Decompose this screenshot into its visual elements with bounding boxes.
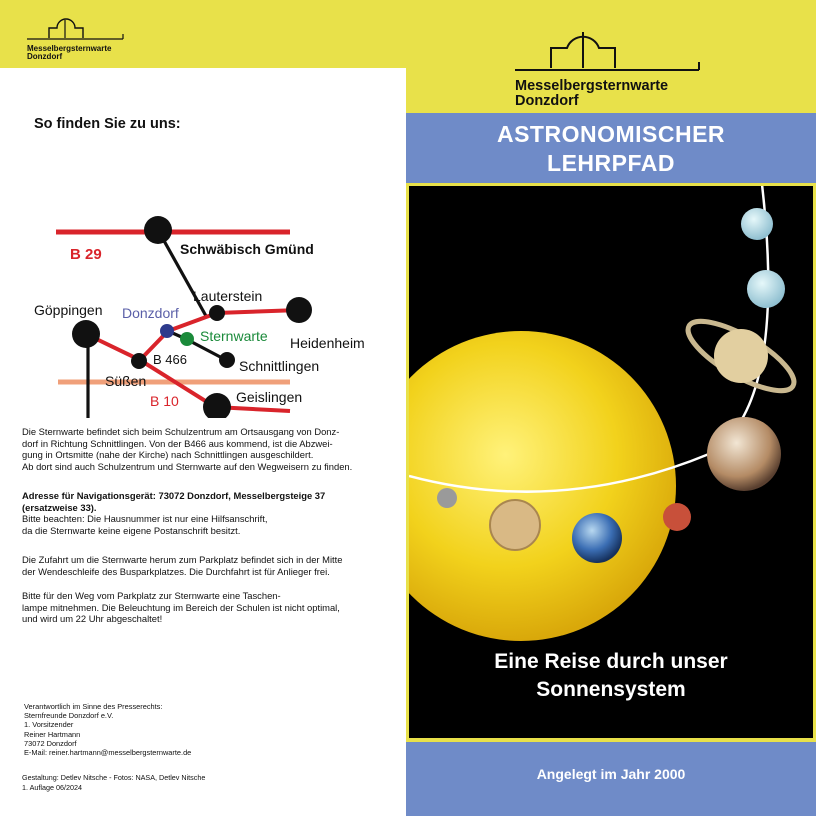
mercury xyxy=(437,488,457,508)
label-goeppingen: Göppingen xyxy=(34,302,103,318)
directions-panel xyxy=(0,68,406,816)
observatory-logo-icon xyxy=(515,28,705,74)
logo-name-line1: Messelbergsternwarte xyxy=(27,44,112,53)
logo-large xyxy=(515,28,705,109)
venus xyxy=(490,500,540,550)
node-geislingen xyxy=(203,393,231,418)
label-schwaebisch-gmuend: Schwäbisch Gmünd xyxy=(180,241,314,257)
imprint-line: Verantwortlich im Sinne des Presserechts: xyxy=(24,702,163,711)
imprint-line: Reiner Hartmann xyxy=(24,729,81,739)
title-line1: ASTRONOMISCHER xyxy=(496,121,726,147)
label-suessen: Süßen xyxy=(105,373,147,389)
jupiter xyxy=(707,417,781,491)
directions-paragraph-3 xyxy=(22,554,394,577)
label-b29: B 29 xyxy=(70,246,102,263)
node-suessen xyxy=(131,353,147,369)
observatory-logo-icon xyxy=(27,14,127,40)
text-line: Ab dort sind auch Schulzentrum und Sternwarte auf den Wegweisern zu finden. xyxy=(22,460,353,472)
label-schnittlingen: Schnittlingen xyxy=(239,358,320,374)
directions-paragraph-4 xyxy=(22,590,394,625)
imprint-email: E-Mail: reiner.hartmann@messelbergsternwarte.de xyxy=(24,748,192,758)
directions-paragraph-1 xyxy=(22,426,394,472)
text-line: der Wendeschleife des Busparkplatzes. Die Durchfahrt ist für Anlieger frei. xyxy=(22,565,330,577)
mars xyxy=(663,503,691,531)
label-b10: B 10 xyxy=(150,393,179,409)
node-schnittlingen xyxy=(219,352,235,368)
imprint-line: 73072 Donzdorf xyxy=(24,738,77,748)
label-heidenheim: Heidenheim xyxy=(290,335,365,351)
footer-band xyxy=(406,742,816,816)
node-sternwarte xyxy=(180,332,194,346)
node-heidenheim xyxy=(286,297,312,323)
text-line: lampe mitnehmen. Die Beleuchtung im Bereich der Schulen ist nicht optimal, xyxy=(22,601,340,613)
text-line: und wird um 22 Uhr abgeschaltet! xyxy=(22,613,163,625)
cover-panel xyxy=(406,0,816,816)
node-goeppingen xyxy=(72,320,100,348)
route-map xyxy=(0,138,406,418)
logo-small xyxy=(27,14,127,62)
saturn xyxy=(714,329,768,383)
address-line: (ersatzweise 33). xyxy=(22,501,97,513)
node-schwaebisch-gmuend xyxy=(144,216,172,244)
label-geislingen: Geislingen xyxy=(236,389,303,405)
credits xyxy=(22,773,205,792)
imprint-line: 1. Vorsitzender xyxy=(24,720,74,730)
text-line: gung in Ortsmitte (nahe der Kirche) nach Schnittlingen ausgeschildert. xyxy=(22,449,314,461)
label-b466: B 466 xyxy=(153,352,187,367)
neptune xyxy=(741,208,773,240)
address-paragraph xyxy=(22,490,394,536)
node-donzdorf xyxy=(160,324,174,338)
uranus xyxy=(747,270,785,308)
subtitle-line1: Eine Reise durch unser xyxy=(494,650,728,673)
title-band xyxy=(406,113,816,183)
node-lauterstein xyxy=(209,305,225,321)
text-line: Bitte für den Weg vom Parkplatz zur Sternwarte eine Taschen- xyxy=(22,590,281,601)
text-line: Die Zufahrt um die Sternwarte herum zum Parkplatz befindet sich in der Mitte xyxy=(22,554,343,565)
logo-name-line1: Messelbergsternwarte xyxy=(515,78,669,94)
subtitle xyxy=(409,648,813,704)
label-donzdorf: Donzdorf xyxy=(122,305,179,321)
map-heading: So finden Sie zu uns: xyxy=(34,116,181,132)
edition-line: 1. Auflage 06/2024 xyxy=(22,782,82,792)
imprint-line: Sternfreunde Donzdorf e.V. xyxy=(24,711,114,721)
imprint xyxy=(24,702,191,757)
text-line: dorf in Richtung Schnittlingen. Von der B466 aus kommend, ist die Abzwei- xyxy=(22,437,333,449)
address-line: Adresse für Navigationsgerät: 73072 Donzdorf, Messelbergsteige 37 xyxy=(22,490,326,501)
label-sternwarte: Sternwarte xyxy=(200,328,268,344)
logo-name-line2: Donzdorf xyxy=(27,52,63,62)
text-line: Bitte beachten: Die Hausnummer ist nur eine Hilfsanschrift, xyxy=(22,513,268,525)
credits-line: Gestaltung: Detlev Nitsche - Fotos: NASA, Detlev Nitsche xyxy=(22,773,206,782)
footer-text: Angelegt im Jahr 2000 xyxy=(536,766,686,782)
solar-system-image xyxy=(409,186,813,738)
logo-name-line2: Donzdorf xyxy=(515,93,579,110)
label-lauterstein: Lauterstein xyxy=(193,288,263,304)
title-line2: LEHRPFAD xyxy=(547,150,675,176)
text-line: da die Sternwarte keine eigene Postanschrift besitzt. xyxy=(22,524,241,536)
subtitle-line2: Sonnensystem xyxy=(536,678,686,701)
text-line: Die Sternwarte befindet sich beim Schulzentrum am Ortsausgang von Donz- xyxy=(22,426,340,437)
earth xyxy=(572,513,622,563)
